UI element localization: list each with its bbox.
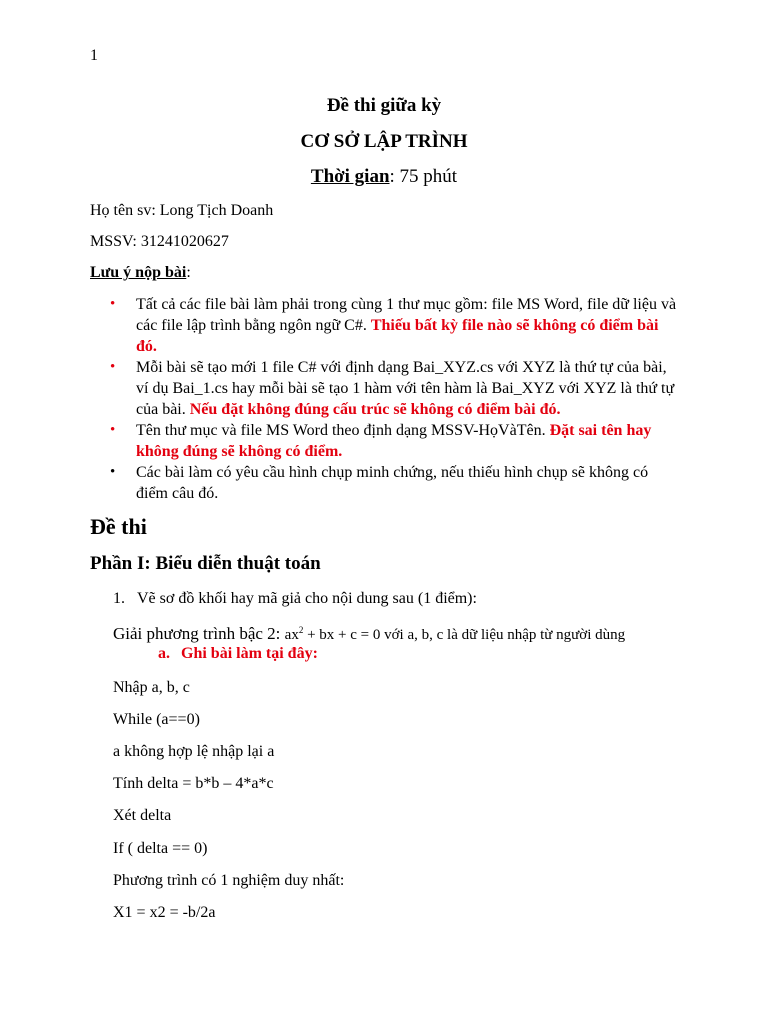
notes-title-label: Lưu ý nộp bài <box>90 264 187 281</box>
exam-title: Đề thi giữa kỳ <box>326 95 442 116</box>
list-item <box>90 462 680 504</box>
answer-label: a. <box>158 645 170 662</box>
bullet-icon: • <box>110 464 116 480</box>
note-text: Các bài làm có yêu cầu hình chụp minh chứng, nếu thiếu hình chụp sẽ không có điểm câu đó. <box>136 464 649 502</box>
problem-prefix: Giải phương trình bậc 2: <box>113 624 285 643</box>
notes-list <box>90 294 680 504</box>
pseudocode-line: a không hợp lệ nhập lại a <box>113 743 275 760</box>
time-value: : 75 phút <box>389 166 458 187</box>
note-text: Tên thư mục và file MS Word theo định dạng MSSV-HọVàTên. <box>136 422 550 439</box>
pseudocode-line: If ( delta == 0) <box>113 840 208 857</box>
course-title: CƠ SỞ LẬP TRÌNH <box>300 131 468 152</box>
page-number: 1 <box>90 47 98 64</box>
problem-exponent: 2 <box>298 625 304 635</box>
question-text: Vẽ sơ đồ khối hay mã giả cho nội dung sau (1 điểm): <box>137 590 477 607</box>
notes-title <box>90 264 191 282</box>
problem-ax: ax <box>284 627 299 643</box>
pseudocode-line: Tính delta = b*b – 4*a*c <box>113 775 274 792</box>
time-label: Thời gian <box>310 166 390 187</box>
question-1 <box>113 590 477 608</box>
problem-statement <box>113 624 625 644</box>
answer-text: Ghi bài làm tại đây: <box>181 645 318 662</box>
answer-prompt <box>158 645 318 663</box>
pseudocode-line: Xét delta <box>113 807 172 824</box>
exam-heading: Đề thi <box>90 514 147 539</box>
note-warning: Đặt sai tên hay không đúng sẽ không có điểm. <box>136 422 652 460</box>
note-warning: Thiếu bất kỳ file nào sẽ không có điểm bài đó. <box>136 317 659 355</box>
bullet-icon: • <box>110 296 116 312</box>
problem-rest: + bx + c = 0 với a, b, c là dữ liệu nhập từ người dùng <box>303 627 626 643</box>
notes-title-colon: : <box>186 264 191 281</box>
note-text: Tất cả các file bài làm phải trong cùng 1 thư mục gồm: file MS Word, file dữ liệu và các file lập trình bằng ngôn ngữ C#. <box>136 296 677 334</box>
question-number: 1. <box>113 590 125 607</box>
list-item <box>90 294 680 357</box>
note-warning: Nếu đặt không đúng cấu trúc sẽ không có điểm bài đó. <box>189 401 561 418</box>
pseudocode-line: X1 = x2 = -b/2a <box>113 904 216 921</box>
pseudocode-line: While (a==0) <box>113 711 200 728</box>
bullet-icon: • <box>110 422 116 438</box>
student-id: MSSV: 31241020627 <box>90 233 229 250</box>
note-text: Mỗi bài sẽ tạo mới 1 file C# với định dạng Bai_XYZ.cs với XYZ là thứ tự của bài, ví dụ Bai_1.cs hay mỗi bài sẽ tạo 1 hàm với tên hàm là Bai_XYZ với XYZ là thứ tự của bài. <box>136 359 675 418</box>
exam-time <box>0 166 768 188</box>
list-item <box>90 420 680 462</box>
bullet-icon: • <box>110 359 116 375</box>
pseudocode-line: Phương trình có 1 nghiệm duy nhất: <box>113 872 345 889</box>
list-item <box>90 357 680 420</box>
pseudocode-line: Nhập a, b, c <box>113 679 190 696</box>
student-name: Họ tên sv: Long Tịch Doanh <box>90 202 274 219</box>
part1-heading: Phần I: Biểu diễn thuật toán <box>90 553 321 574</box>
